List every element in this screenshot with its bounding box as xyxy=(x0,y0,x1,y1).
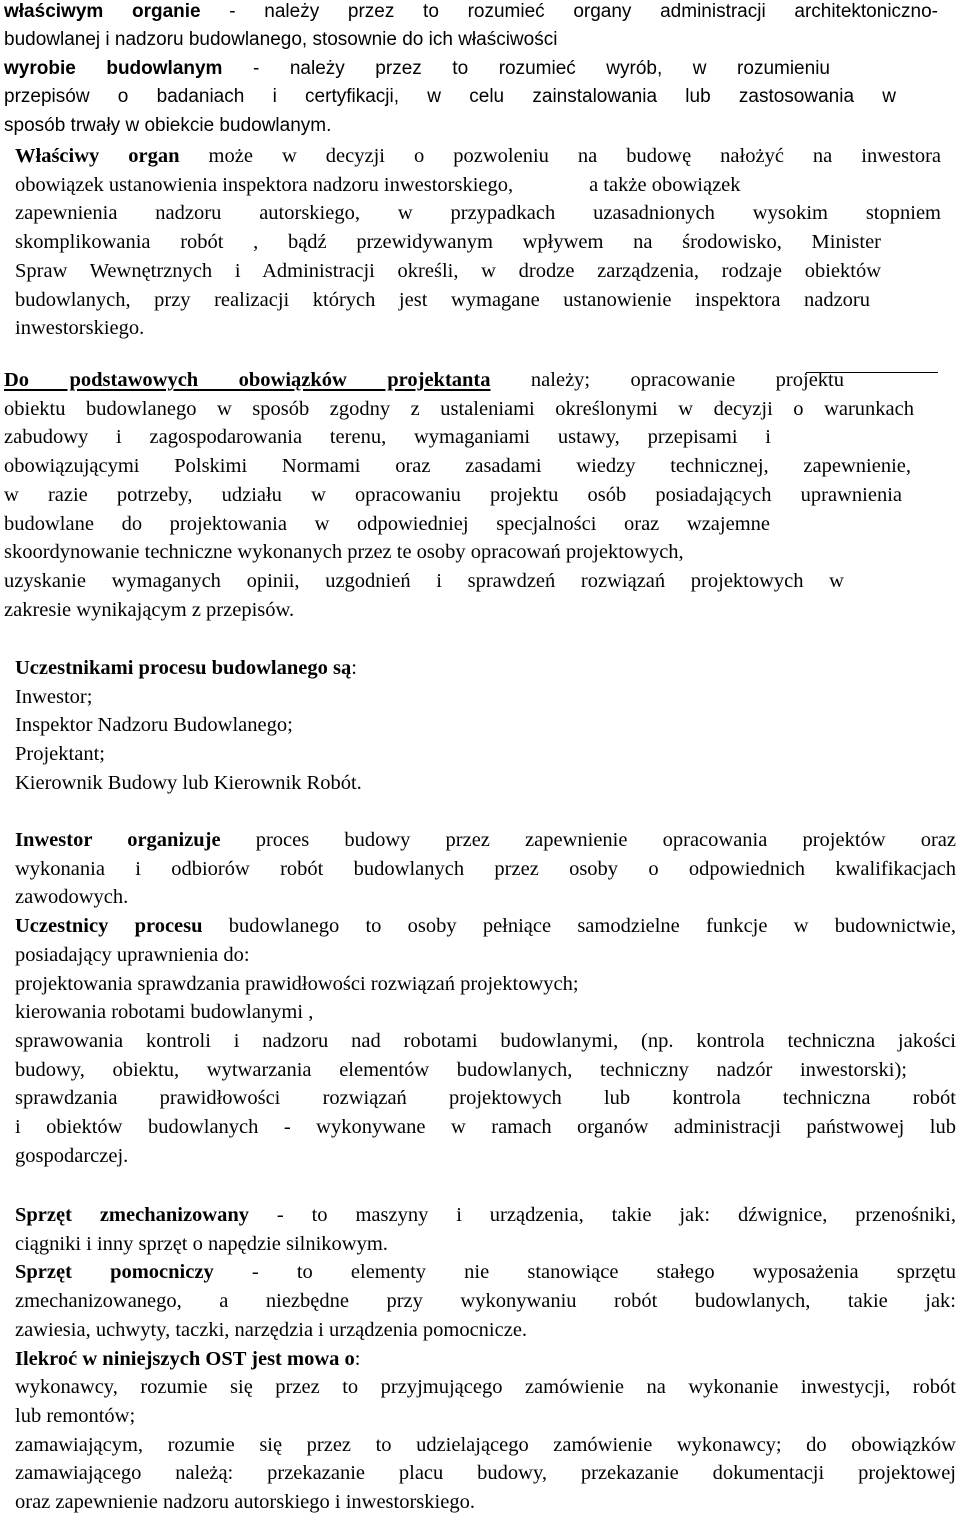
list-item: Inwestor; xyxy=(15,685,93,708)
list-item: Kierownik Budowy lub Kierownik Robót. xyxy=(15,771,362,794)
competent-authority-paragraph xyxy=(15,142,941,343)
equipment-paragraph xyxy=(15,1201,956,1517)
text-line: zmechanizowanego, a niezbędne przy wykonywaniu robót budowlanych, takie jak: xyxy=(15,1290,956,1313)
participants-section xyxy=(15,654,941,798)
text-line: zapewnienia nadzoru autorskiego, w przypadkach uzasadnionych wysokim stopniem xyxy=(15,202,941,225)
text-line: sprawowania kontroli i nadzoru nad robotami budowlanymi, (np. kontrola techniczna jakości xyxy=(15,1029,956,1052)
text-line: Sprzęt zmechanizowany - to maszyny i urządzenia, takie jak: dźwignice, przenośniki, xyxy=(15,1204,956,1226)
term-bold: Sprzęt pomocniczy xyxy=(15,1261,214,1284)
designer-duties-paragraph xyxy=(4,366,938,624)
text-line: budowy, obiektu, wytwarzania elementów budowlanych, techniczny nadzór inwestorski); xyxy=(15,1058,907,1081)
list-item: Inspektor Nadzoru Budowlanego; xyxy=(15,714,293,737)
text-line: posiadający uprawnienia do: xyxy=(15,943,250,966)
text-line: zamawiającego należą: przekazanie placu budowy, przekazanie dokumentacji projektowej xyxy=(15,1462,956,1485)
term-bold: właściwym organie xyxy=(4,1,201,22)
text-line: Do podstawowych obowiązków projektanta należy; opracowanie projektu xyxy=(4,369,844,391)
text-line: kierowania robotami budowlanymi , xyxy=(15,1001,314,1024)
text-line: Spraw Wewnętrznych i Administracji określi, w drodze zarządzenia, rodzaje obiektów xyxy=(15,259,881,282)
term-bold: wyrobie budowlanym xyxy=(4,57,223,79)
text-line: Uczestnicy procesu budowlanego to osoby pełniące samodzielne funkcje w budownictwie, xyxy=(15,915,956,938)
text-line: sprawdzania prawidłowości rozwiązań projektowych lub kontrola techniczna robót xyxy=(15,1087,956,1110)
investor-paragraph xyxy=(15,826,956,1170)
definition-line: właściwym organie - należy przez to rozumieć organy administracji architektoniczno- xyxy=(4,1,938,22)
heading-bold: Uczestnikami procesu budowlanego są xyxy=(15,657,352,679)
text-line: zamawiającym, rozumie się przez to udzielającego zamówienie wykonawcy; do obowiązków xyxy=(15,1433,956,1456)
text-line: zakresie wynikającym z przepisów. xyxy=(4,598,295,621)
definition-line: budowlanej i nadzoru budowlanego, stosownie do ich właściwości xyxy=(4,29,558,51)
definition-line: przepisów o badaniach i certyfikacji, w celu zainstalowania lub zastosowania w xyxy=(4,86,896,108)
text-line: skomplikowania robót , bądź przewidywanym wpływem na środowisko, Minister xyxy=(15,231,881,254)
text-line: Sprzęt pomocniczy - to elementy nie stanowiące stałego wyposażenia sprzętu xyxy=(15,1261,956,1284)
text-line: zawiesia, uchwyty, taczki, narzędzia i urządzenia pomocnicze. xyxy=(15,1318,528,1341)
text-line: w razie potrzeby, udziału w opracowaniu projektu osób posiadających uprawnienia xyxy=(4,483,902,506)
text-line: Właściwy organ może w decyzji o pozwoleniu na budowę nałożyć na inwestora xyxy=(15,145,941,167)
text-line: budowlane do projektowania w odpowiedniej specjalności oraz wzajemne xyxy=(4,512,770,535)
text-line: obiektu budowlanego w sposób zgodny z ustaleniami określonymi w decyzji o warunkach xyxy=(4,397,914,420)
text-line: skoordynowanie techniczne wykonanych przez te osoby opracowań projektowych, xyxy=(4,541,684,564)
text-line: zabudowy i zagospodarowania terenu, wymaganiami ustawy, przepisami i xyxy=(4,426,771,449)
text-line: ciągniki i inny sprzęt o napędzie silnikowym. xyxy=(15,1232,388,1255)
text-line: uzyskanie wymaganych opinii, uzgodnień i sprawdzeń rozwiązań projektowych w xyxy=(4,569,844,592)
term-bold: Do podstawowych obowiązków projektanta xyxy=(4,369,491,391)
text-line: Inwestor organizuje proces budowy przez zapewnienie opracowania projektów oraz xyxy=(15,829,956,851)
text-line: projektowania sprawdzania prawidłowości rozwiązań projektowych; xyxy=(15,972,579,995)
term-bold: Ilekroć w niniejszych OST jest mowa o xyxy=(15,1347,355,1370)
text-line: oraz zapewnienie nadzoru autorskiego i inwestorskiego. xyxy=(15,1491,475,1514)
term-bold: Sprzęt zmechanizowany xyxy=(15,1204,249,1226)
term-bold: Uczestnicy procesu xyxy=(15,915,203,938)
text-line: wykonawcy, rozumie się przez to przyjmującego zamówienie na wykonanie inwestycji, robót xyxy=(15,1376,956,1399)
text-line: obowiązek ustanowienia inspektora nadzoru inwestorskiego, a także obowiązek xyxy=(15,173,741,196)
text-line: i obiektów budowlanych - wykonywane w ramach organów administracji państwowej lub xyxy=(15,1116,956,1139)
definitions-paragraph xyxy=(4,0,938,140)
term-bold: Właściwy organ xyxy=(15,145,180,167)
text-line: inwestorskiego. xyxy=(15,317,145,340)
definition-line: wyrobie budowlanym - należy przez to rozumieć wyrób, w rozumieniu xyxy=(4,57,830,79)
text-line: Ilekroć w niniejszych OST jest mowa o: xyxy=(15,1347,361,1370)
text-line: wykonania i odbiorów robót budowlanych przez osoby o odpowiednich kwalifikacjach xyxy=(15,857,956,880)
list-item: Projektant; xyxy=(15,743,105,766)
text-line: zawodowych. xyxy=(15,886,129,909)
definition-line: sposób trwały w obiekcie budowlanym. xyxy=(4,114,332,136)
section-heading: Uczestnikami procesu budowlanego są: xyxy=(15,657,357,679)
text-line: obowiązującymi Polskimi Normami oraz zasadami wiedzy technicznej, zapewnienie, xyxy=(4,455,911,478)
text-line: lub remontów; xyxy=(15,1404,136,1427)
text-line: budowlanych, przy realizacji których jest wymagane ustanowienie inspektora nadzoru xyxy=(15,288,870,311)
text-line: gospodarczej. xyxy=(15,1144,129,1167)
term-bold: Inwestor organizuje xyxy=(15,829,221,851)
